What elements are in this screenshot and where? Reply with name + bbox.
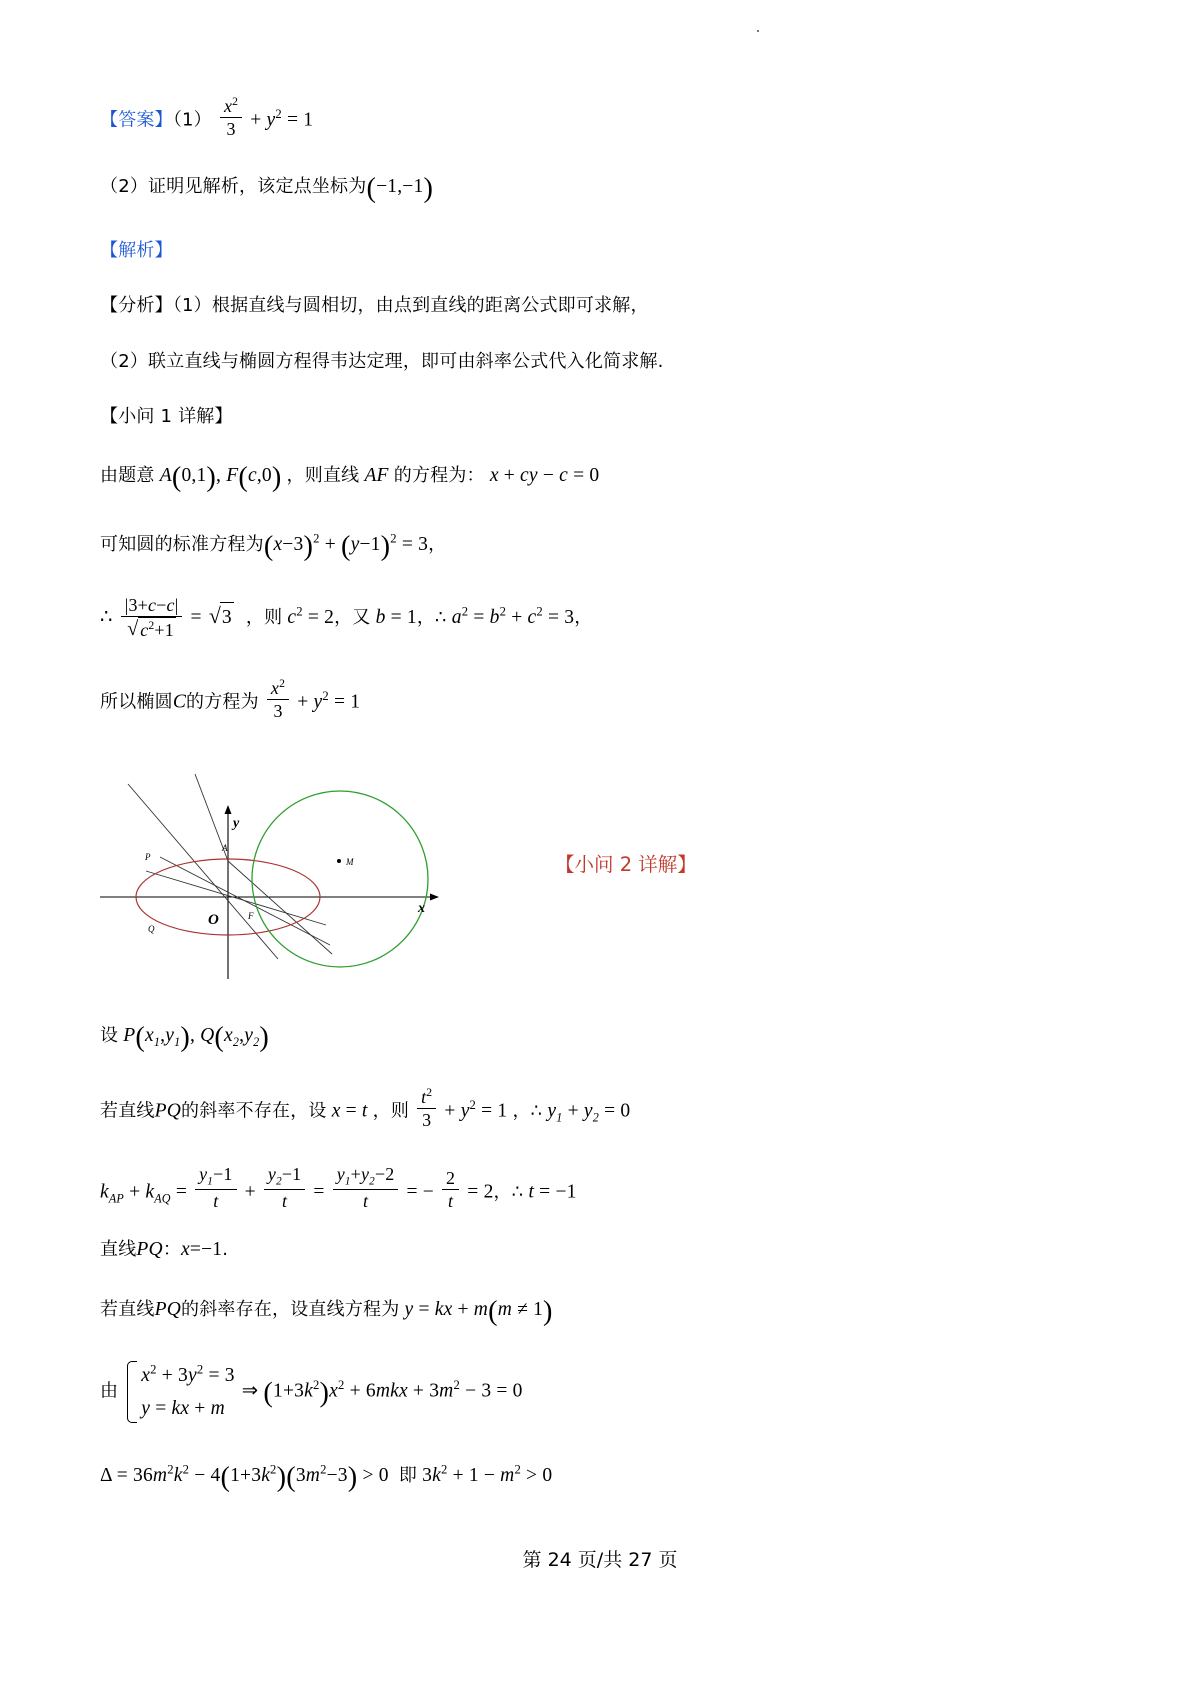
fenxi-line-2 [100, 347, 1100, 376]
given-mid: ，则直线 [286, 465, 360, 487]
answer-1-prefix: （1） [172, 109, 212, 131]
ellipse-mid: 的方程为 [186, 691, 259, 713]
ellipse-prefix: 所以椭圆 [100, 691, 173, 713]
answer-1-fraction: $\frac{x^2}{3}$ [220, 95, 242, 142]
page-footer: 第 24 页/共 27 页 [522, 1549, 678, 1571]
pq-result-prefix: 直线 [100, 1239, 137, 1261]
circle-prefix: 可知圆的标准方程为 [100, 533, 264, 555]
given-prefix: 由题意 [100, 465, 155, 487]
given-line: 由题意 A(0,1), F(c,0) ，则直线 AF 的方程为： x + cy − c = 0 [100, 462, 600, 494]
distance-end: ， [574, 606, 593, 628]
no-slope-prefix: 若直线 [100, 1100, 155, 1122]
distance-so: ，∴ [416, 606, 447, 628]
ellipse-fraction: $\frac{x^2}{3}$ [267, 677, 289, 724]
no-slope-so: ，∴ [512, 1100, 543, 1122]
fenxi-text-2: （2）联立直线与椭圆方程得韦达定理，即可由斜率公式代入化简求解. [100, 350, 664, 372]
figure-label-O: O [208, 912, 219, 929]
answer-line-2: （2）证明见解析，该定点坐标为(−1,−1) [100, 172, 434, 204]
answer-tag: 【答案】 [100, 109, 173, 131]
system-prefix: 由 [100, 1380, 119, 1402]
circle-tail: ， [428, 533, 447, 555]
figure-label-Q: Q [148, 924, 155, 935]
no-slope-then: ，则 [372, 1100, 410, 1122]
ellipse-name: C [172, 691, 187, 713]
figure-label-y: y [233, 816, 240, 832]
equation-system: $x^2 + 3y^2 = 3$ y = kx + m [125, 1359, 234, 1425]
no-slope-line: 若直线PQ的斜率不存在，设 x = t ，则 $\frac{t^2}{3}$ + $y^2 = 1$ ，∴ $y_1 + y_2 = 0$ [100, 1086, 1100, 1133]
distance-then: ，则 [245, 606, 283, 628]
analysis-tag-line [100, 236, 1100, 265]
document-content [100, 95, 1100, 1526]
no-slope-mid: 的斜率不存在，设 [181, 1100, 327, 1122]
no-slope-PQ: PQ [154, 1100, 182, 1122]
geometry-figure [100, 749, 540, 989]
sub-question-2-tag: 【小问 2 详解】 [555, 853, 697, 877]
slope-exists-prefix: 若直线 [100, 1298, 155, 1320]
slope-exists-PQ: PQ [154, 1298, 182, 1320]
figure-label-F: F [248, 911, 254, 922]
slope-frac-4: $\frac{2}{t}$ [442, 1167, 459, 1214]
slope-exists-mid: 的斜率存在，设直线方程为 [181, 1298, 400, 1320]
given-tail: 的方程为： [393, 465, 485, 487]
pq-result-period: . [222, 1239, 229, 1261]
pq-result-PQ: PQ [136, 1239, 163, 1261]
sub1-tag-line [100, 402, 1100, 431]
delta-line: $\Delta = 36m^2k^2 - 4(1+3k^2)(3m^2-3) > 0$ 即 $3k^2 + 1 - m^2 > 0$ [100, 1462, 553, 1494]
set-points-line: 设 $P(x_1,y_1)$, $Q(x_2,y_2)$ [100, 1022, 269, 1054]
figure-block [100, 749, 1100, 999]
sub-question-1-tag: 【小问 1 详解】 [100, 405, 233, 427]
slope-frac-3: $\frac{y_1+y_2-2}{t}$ [333, 1163, 399, 1214]
figure-label-A: A [222, 843, 228, 854]
ellipse-equation-line: 所以椭圆C的方程为 $\frac{x^2}{3}$ + $y^2 = 1$ [100, 677, 1100, 724]
slope-sum-tail: ，∴ [493, 1181, 524, 1203]
figure-label-x: x [418, 901, 425, 917]
line-AF: AF [364, 465, 389, 487]
page-top-marker [757, 30, 759, 32]
analysis-tag: 【解析】 [100, 240, 173, 262]
slope-sum-line: $k_{AP} + k_{AQ}$ = $\frac{y_1-1}{t}$ + $\frac{y_2-1}{t}$ = $\frac{y_1+y_2-2}{t}$ = − $\frac{2}{t}$ = 2，∴ t = −1 [100, 1163, 1100, 1214]
slope-frac-2: $\frac{y_2-1}{t}$ [264, 1163, 305, 1214]
circle-standard-line: 可知圆的标准方程为$(x-3)^2 + (y-1)^2 = 3$， [100, 530, 447, 562]
distance-line: ∴ | 3+c−c | √ $c^2+1$ = √ 3 ，则 $c^2 = 2$，又 b = 1，∴ $a^2 = b^2 + c^2 = 3$， [100, 594, 1100, 643]
figure-label-P: P [145, 852, 151, 863]
pq-result-line: 直线PQ：x=−1. [100, 1239, 229, 1261]
distance-fraction: | 3+c−c | √ $c^2+1$ [121, 594, 183, 643]
pq-result-colon: ： [162, 1239, 182, 1261]
slope-exists-line: 若直线PQ的斜率存在，设直线方程为 y = kx + m(m ≠ 1) [100, 1295, 553, 1327]
distance-again: ，又 [334, 606, 371, 628]
answer-line-1: 【答案】（1） $\frac{x^2}{3}$ + $y^2 = 1$ [100, 95, 1100, 142]
figure-label-M: M [346, 857, 354, 868]
system-line: 由 $x^2 + 3y^2 = 3$ y = kx + m ⇒ $(1+3k^2)x^2 + 6mkx + 3m^2 - 3 = 0$ [100, 1359, 1100, 1425]
fenxi-text-1: （1）根据直线与圆相切，由点到直线的距离公式即可求解， [172, 295, 649, 317]
fenxi-line-1 [100, 291, 1100, 320]
slope-frac-1: $\frac{y_1-1}{t}$ [195, 1163, 236, 1214]
answer-2-text: （2）证明见解析，该定点坐标为 [100, 175, 367, 197]
no-slope-fraction: $\frac{t^2}{3}$ [417, 1086, 436, 1133]
fenxi-tag: 【分析】 [100, 295, 173, 317]
delta-mid: 即 [398, 1465, 418, 1487]
system-arrow: ⇒ [241, 1380, 259, 1402]
